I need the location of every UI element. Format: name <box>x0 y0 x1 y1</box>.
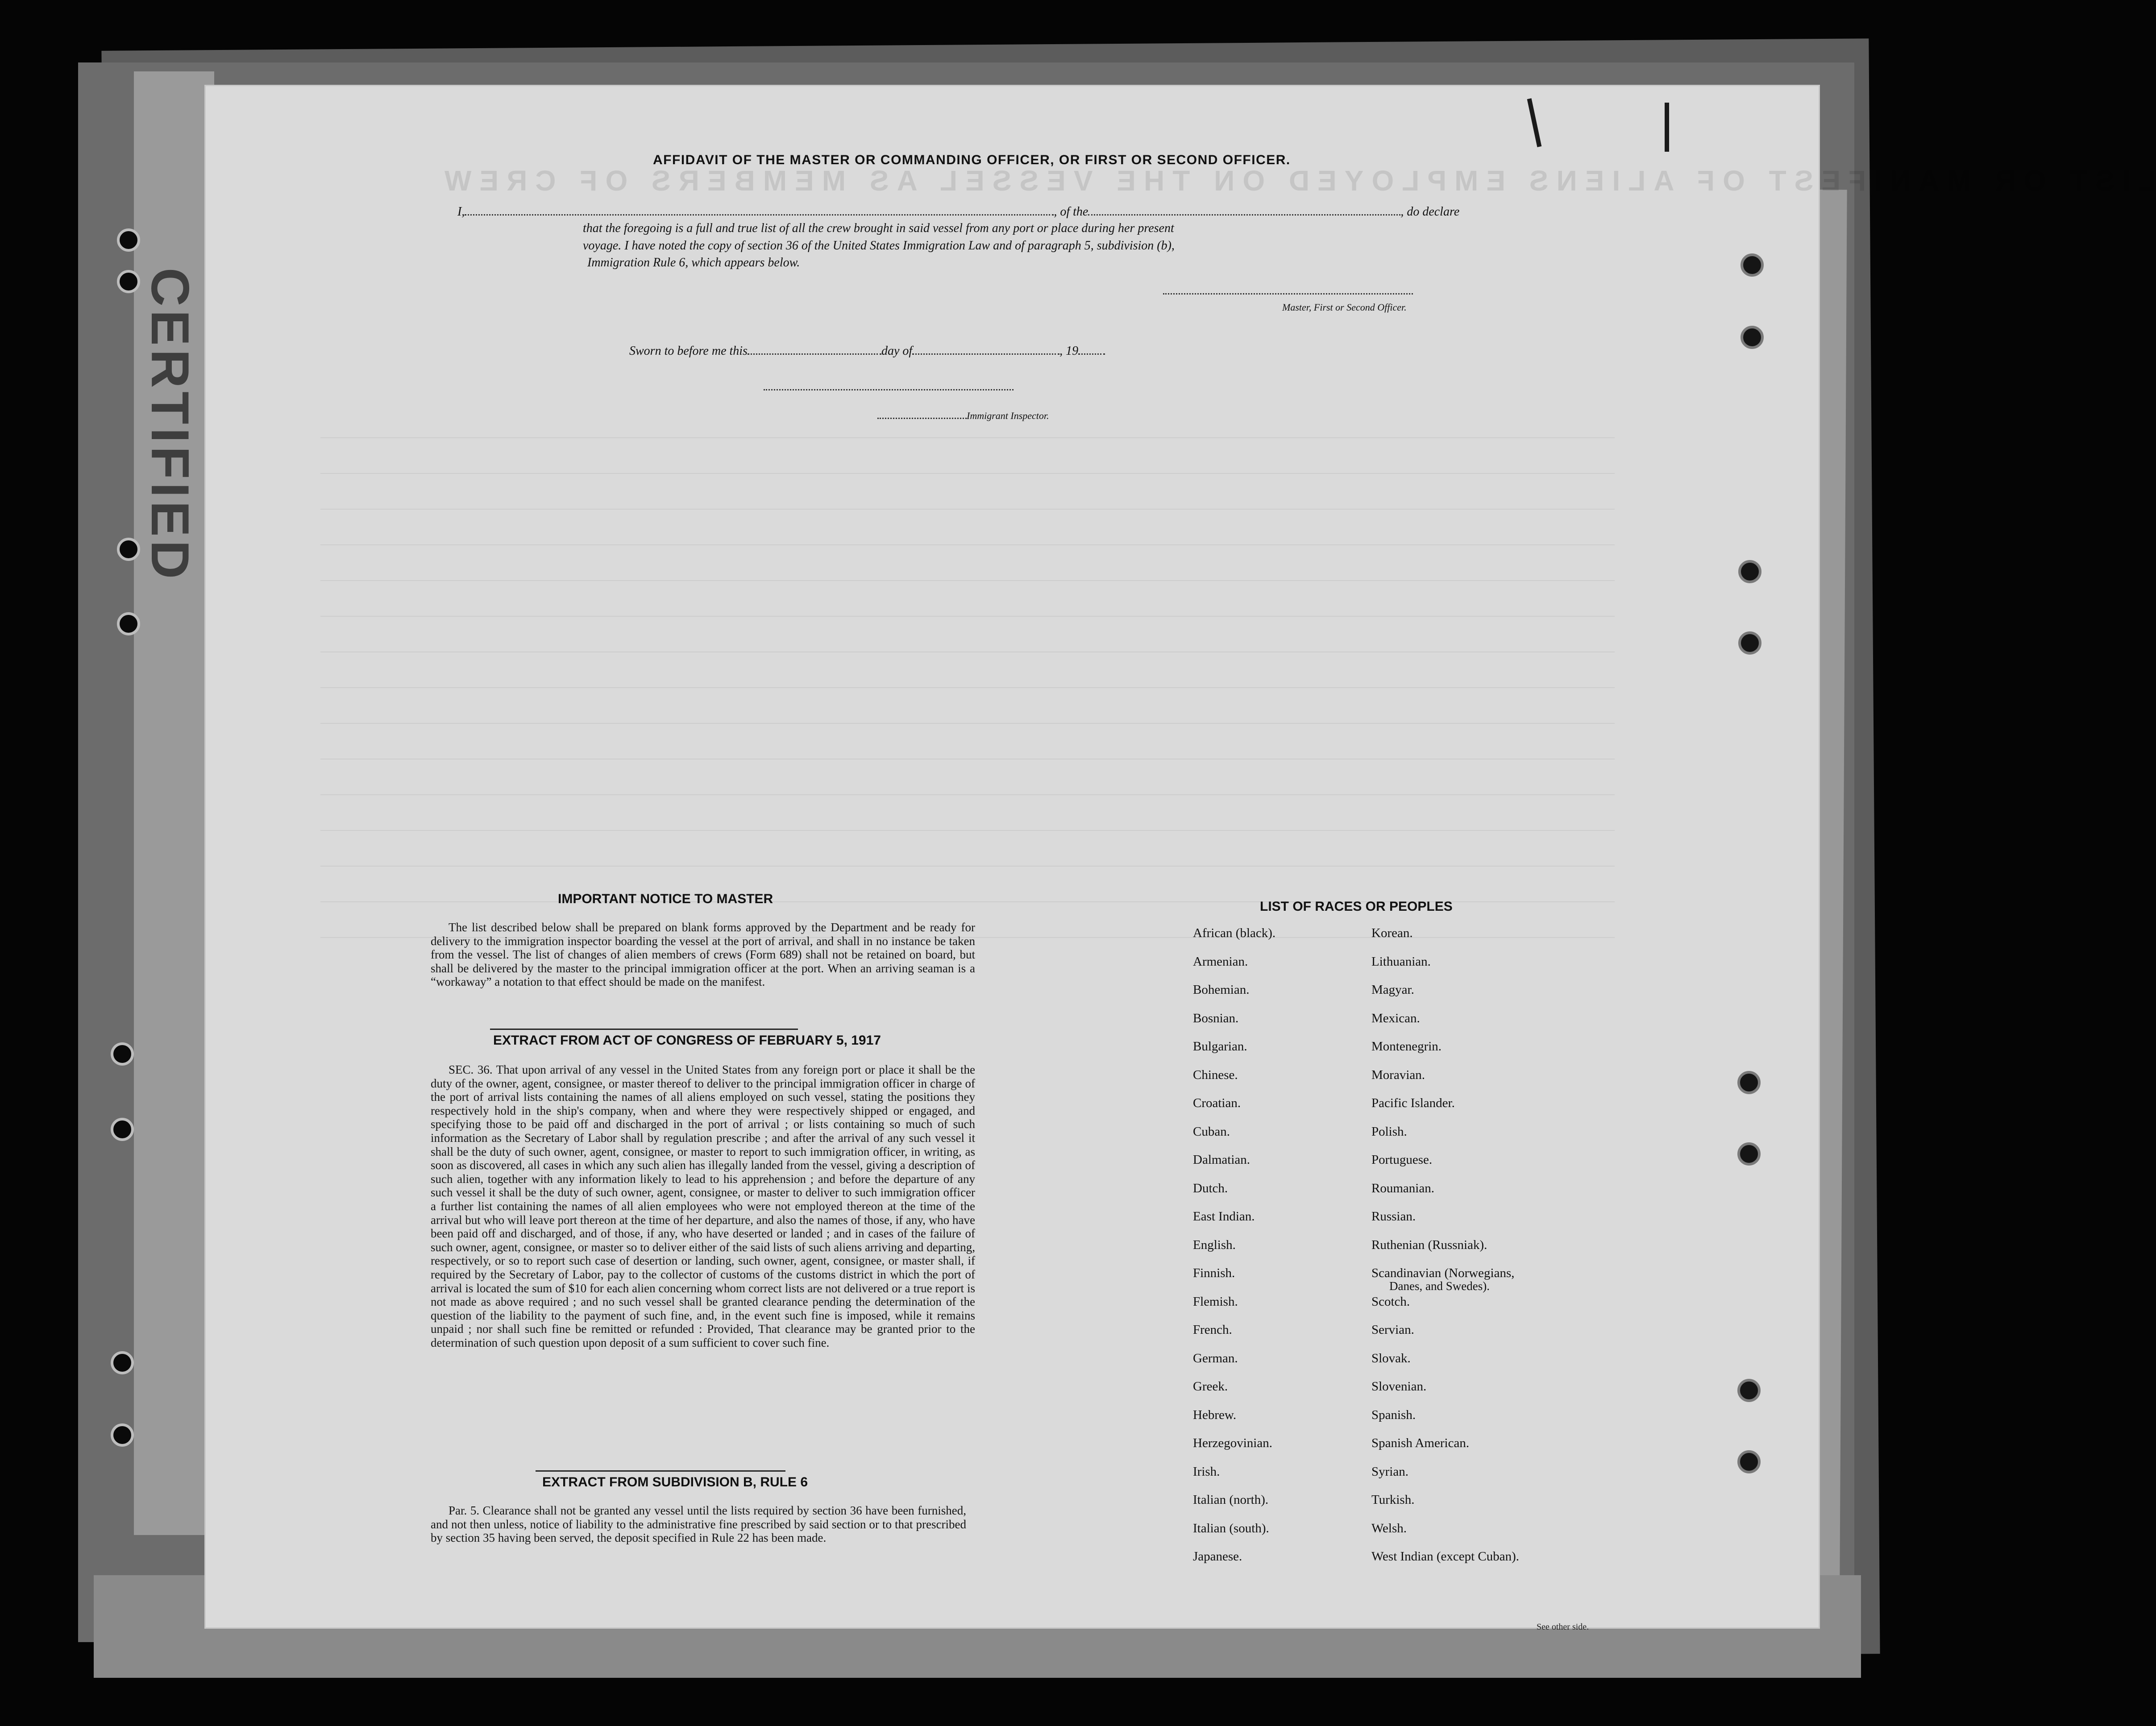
paper-clip <box>1665 103 1669 152</box>
race-item: Scotch. <box>1371 1294 1410 1309</box>
race-item: Polish. <box>1371 1124 1407 1139</box>
inspector-label: Immigrant Inspector. <box>967 410 1049 421</box>
binder-hole <box>117 270 140 293</box>
binder-hole <box>1738 560 1761 583</box>
race-item: Croatian. <box>1193 1096 1241 1110</box>
signature-line <box>1163 292 1413 295</box>
divider <box>536 1470 785 1472</box>
race-item: East Indian. <box>1193 1209 1255 1224</box>
affidavit-text-line: Immigration Rule 6, which appears below. <box>587 256 800 270</box>
extract-rule-body: Par. 5. Clearance shall not be granted any vessel until the lists required by section 36 have been furnished, and not then unless, notice of liability to the administrative fine prescribed by said section or to that prescribed by section 35 having been served, the deposit specified in Rule 22 has been made. <box>431 1504 966 1545</box>
race-item: Finnish. <box>1193 1266 1235 1280</box>
race-item: Bulgarian. <box>1193 1039 1247 1054</box>
races-title: LIST OF RACES OR PEOPLES <box>1260 899 1453 914</box>
paper-clip <box>1527 98 1542 147</box>
race-item: Danes, and Swedes). <box>1389 1279 1490 1293</box>
binder-hole <box>1741 253 1764 277</box>
binder-hole <box>117 612 140 635</box>
race-item: Roumanian. <box>1371 1181 1434 1195</box>
race-item: Turkish. <box>1371 1493 1415 1507</box>
race-item: Pacific Islander. <box>1371 1096 1455 1110</box>
race-item: Herzegovinian. <box>1193 1436 1272 1450</box>
race-item: Slovenian. <box>1371 1379 1427 1394</box>
race-item: Spanish. <box>1371 1407 1416 1422</box>
race-item: Japanese. <box>1193 1549 1242 1564</box>
sworn-line: Sworn to before me this day of , 19 <box>629 344 1105 358</box>
race-item: Irish. <box>1193 1464 1220 1479</box>
race-item: Chinese. <box>1193 1067 1238 1082</box>
race-item: Lithuanian. <box>1371 954 1431 969</box>
signature-line <box>764 388 1014 390</box>
race-item: Dalmatian. <box>1193 1153 1250 1167</box>
extract-act-title: EXTRACT FROM ACT OF CONGRESS OF FEBRUARY 5, 1917 <box>493 1033 881 1048</box>
affidavit-text-line: that the foregoing is a full and true list of all the crew brought in said vessel from any port or place during her present <box>583 221 1174 235</box>
race-item: West Indian (except Cuban). <box>1371 1549 1520 1564</box>
inspector-line <box>877 408 1049 423</box>
race-item: Spanish American. <box>1371 1436 1470 1450</box>
race-item: Hebrew. <box>1193 1407 1237 1422</box>
bleed-through-header: LIST OR MANIFEST OF ALIENS EMPLOYED ON THE VESSEL AS MEMBERS OF CREW <box>436 165 2156 197</box>
master-signature-label: Master, First or Second Officer. <box>1282 302 1407 313</box>
binder-hole <box>1737 1379 1761 1402</box>
race-item: Ruthenian (Russniak). <box>1371 1237 1487 1252</box>
notice-body: The list described below shall be prepared on blank forms approved by the Department and be ready for delivery to the immigration inspector boarding the vessel at the port of arrival, and shall in no instance be taken from the vessel. The list of changes of alien members of crews (Form 689) shall not be retained on board, but shall be delivered by the master to the principal immigration officer at the port. When an arriving seaman is a “workaway” a notation to that effect should be made on the manifest. <box>431 921 975 989</box>
binder-hole <box>111 1423 134 1447</box>
race-item: Moravian. <box>1371 1067 1425 1082</box>
race-item: Mexican. <box>1371 1011 1420 1025</box>
race-item: French. <box>1193 1323 1232 1337</box>
race-item: Flemish. <box>1193 1294 1238 1309</box>
race-item: Armenian. <box>1193 954 1248 969</box>
race-item: Scandinavian (Norwegians, <box>1371 1266 1515 1280</box>
race-item: Welsh. <box>1371 1521 1407 1535</box>
race-item: Russian. <box>1371 1209 1416 1224</box>
binder-hole <box>1737 1071 1761 1094</box>
divider <box>490 1029 798 1030</box>
race-item: Servian. <box>1371 1323 1414 1337</box>
race-item: African (black). <box>1193 926 1276 940</box>
race-item: German. <box>1193 1351 1238 1365</box>
race-item: English. <box>1193 1237 1236 1252</box>
extract-rule-title: EXTRACT FROM SUBDIVISION B, RULE 6 <box>542 1475 808 1490</box>
race-item: Slovak. <box>1371 1351 1411 1365</box>
race-item: Greek. <box>1193 1379 1228 1394</box>
race-item: Dutch. <box>1193 1181 1228 1195</box>
race-item: Portuguese. <box>1371 1153 1433 1167</box>
strip-lettering: CERTIFIED <box>140 268 200 583</box>
race-item: Italian (south). <box>1193 1521 1269 1535</box>
race-item: Magyar. <box>1371 983 1414 997</box>
binder-hole <box>1738 631 1761 655</box>
race-item: Bohemian. <box>1193 983 1250 997</box>
binder-hole <box>1741 326 1764 349</box>
extract-act-body: SEC. 36. That upon arrival of any vessel in the United States from any foreign port or place it shall be the duty of the owner, agent, consignee, or master thereof to deliver to the principal immigration officer in charge of the port of arrival lists containing the names of all aliens employed on such vessel, stating the positions they respectively hold in the ship's company, when and where they were respectively shipped or engaged, and specifying those to be paid off and discharged in the port of arrival ; or lists containing so much of such information as the Secretary of Labor shall by regulation prescribe ; and after the arrival of any such vessel it shall be the duty of such owner, agent, consignee, or master to report to such immigration officer, in writing, as soon as discovered, all cases in which any such alien has illegally landed from the vessel, giving a description of such alien, together with any information likely to lead to his apprehension ; and before the departure of any such vessel it shall be the duty of such owner, agent, consignee, or master to deliver to such immigration officer a further list containing the names of all alien employees who were not employed thereon at the time of the arrival but who will leave port thereon at the time of her departure, and also the names of those, if any, who have been paid off and discharged, and of those, if any, who have deserted or landed ; and in cases of the failure of such owner, agent, consignee, or master so to deliver either of the said lists of such aliens arriving and departing, respectively, or so to report such case of desertion or landing, such owner, agent, consignee, or master shall, if required by the Secretary of Labor, pay to the collector of customs of the customs district in which the port of arrival is located the sum of $10 for each alien concerning whom correct lists are not delivered or a true report is not made as above required ; and no such vessel shall be granted clearance pending the determination of the question of the liability to the payment of such fine, and, in the event such fine is imposed, while it remains unpaid ; nor shall such fine be remitted or refunded : Provided, That clearance may be granted prior to the determination of such question upon deposit of a sum sufficient to cover such fine. <box>431 1063 975 1349</box>
race-item: Italian (north). <box>1193 1493 1269 1507</box>
race-item: Korean. <box>1371 926 1413 940</box>
affidavit-text-line: voyage. I have noted the copy of section 36 of the United States Immigration Law and of paragraph 5, subdivision (b), <box>583 239 1175 253</box>
race-item: Montenegrin. <box>1371 1039 1442 1054</box>
binder-hole <box>111 1118 134 1141</box>
binder-hole <box>117 228 140 252</box>
binder-hole <box>1737 1450 1761 1473</box>
affidavit-title: AFFIDAVIT OF THE MASTER OR COMMANDING OFFICER, OR FIRST OR SECOND OFFICER. <box>653 153 1291 167</box>
affidavit-declare-line: I, , of the , do declare <box>457 205 1460 219</box>
affidavit-sheet <box>204 85 2156 1632</box>
race-item: Syrian. <box>1371 1464 1408 1479</box>
binder-hole <box>117 538 140 561</box>
binder-hole <box>111 1351 134 1374</box>
race-item: Cuban. <box>1193 1124 1230 1139</box>
binder-hole <box>111 1042 134 1066</box>
race-item: Bosnian. <box>1193 1011 1239 1025</box>
binder-hole <box>1737 1142 1761 1166</box>
notice-title: IMPORTANT NOTICE TO MASTER <box>558 892 773 906</box>
footer-note: See other side. <box>1537 1622 1589 1632</box>
